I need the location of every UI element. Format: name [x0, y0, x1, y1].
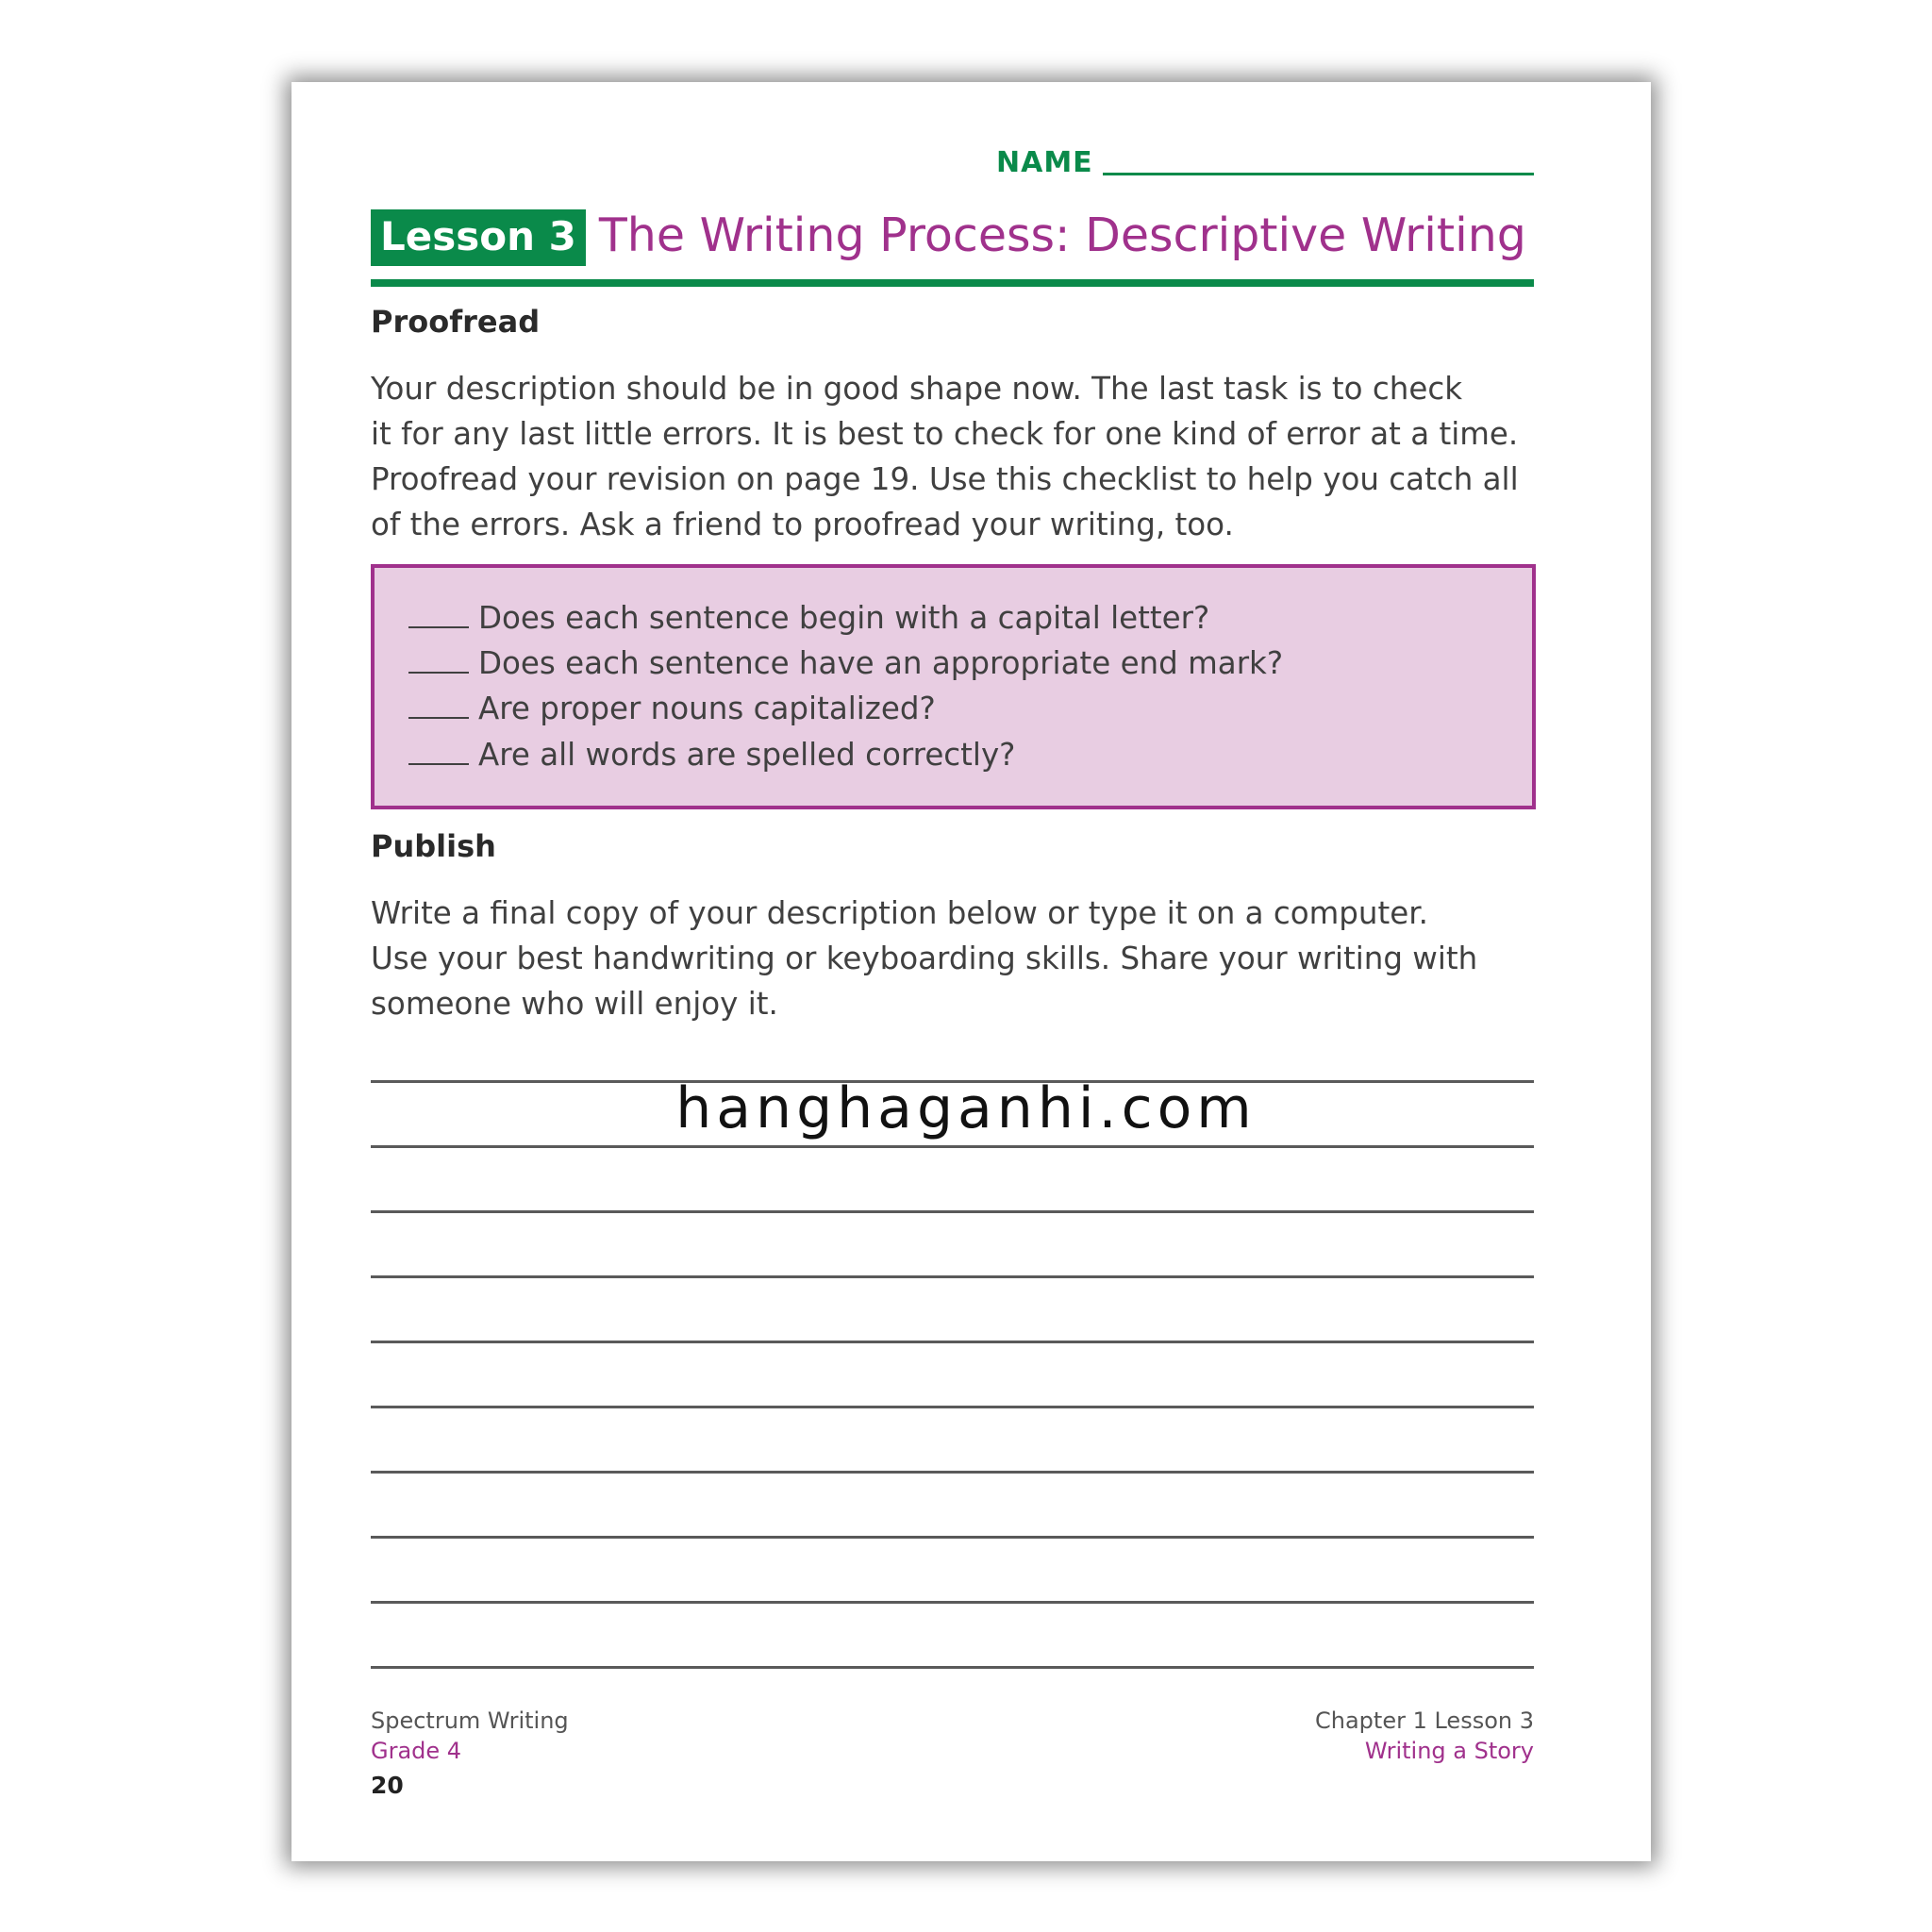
writing-line[interactable]: [371, 1275, 1534, 1278]
publish-line: Write a final copy of your description below or type it on a computer.: [371, 895, 1428, 931]
checklist-item: [408, 600, 1209, 636]
name-field[interactable]: [996, 140, 1534, 177]
proofread-checklist: [371, 564, 1536, 809]
checklist-item: [408, 737, 1015, 773]
checklist-item-text: Are all words are spelled correctly?: [478, 737, 1016, 773]
proofread-heading: Proofread: [371, 304, 541, 340]
check-blank[interactable]: [408, 716, 469, 719]
publish-line: Use your best handwriting or keyboarding skills. Share your writing with: [371, 941, 1478, 976]
check-blank[interactable]: [408, 762, 469, 765]
lesson-badge: Lesson 3: [371, 209, 586, 266]
checklist-item: [408, 691, 936, 726]
writing-line[interactable]: [371, 1666, 1534, 1669]
series-title: Spectrum Writing: [371, 1707, 569, 1734]
checklist-item: [408, 645, 1283, 681]
check-blank[interactable]: [408, 671, 469, 674]
proofread-line: Your description should be in good shape now. The last task is to check: [371, 371, 1463, 407]
writing-line[interactable]: [371, 1536, 1534, 1539]
publish-instructions: [371, 891, 1541, 1026]
unit-title: Writing a Story: [1364, 1738, 1534, 1764]
checklist-item-text: Does each sentence begin with a capital letter?: [478, 600, 1210, 636]
proofread-instructions: [371, 366, 1541, 547]
writing-line[interactable]: [371, 1601, 1534, 1604]
chapter-label: Chapter 1 Lesson 3: [1315, 1707, 1534, 1734]
publish-line: someone who will enjoy it.: [371, 986, 778, 1022]
footer-right: [1226, 1706, 1534, 1766]
footer-left: [371, 1706, 569, 1766]
writing-line[interactable]: [371, 1471, 1534, 1474]
grade-label: Grade 4: [371, 1738, 462, 1764]
name-line[interactable]: [1103, 172, 1534, 175]
watermark: hanghaganhi.com: [675, 1075, 1257, 1141]
writing-line[interactable]: [371, 1145, 1534, 1148]
name-label: NAME: [996, 146, 1093, 179]
checklist-item-text: Does each sentence have an appropriate end mark?: [478, 645, 1284, 681]
lesson-title: The Writing Process: Descriptive Writing: [598, 208, 1526, 262]
checklist-item-text: Are proper nouns capitalized?: [478, 691, 936, 726]
proofread-line: it for any last little errors. It is best to check for one kind of error at a time.: [371, 416, 1519, 452]
writing-line[interactable]: [371, 1341, 1534, 1343]
check-blank[interactable]: [408, 625, 469, 628]
page-number: 20: [371, 1772, 404, 1799]
writing-line[interactable]: [371, 1210, 1534, 1213]
proofread-line: Proofread your revision on page 19. Use this checklist to help you catch all: [371, 461, 1519, 497]
writing-line[interactable]: [371, 1406, 1534, 1408]
lesson-title-bar: [371, 209, 1534, 287]
proofread-line: of the errors. Ask a friend to proofread your writing, too.: [371, 507, 1234, 542]
publish-heading: Publish: [371, 828, 496, 864]
